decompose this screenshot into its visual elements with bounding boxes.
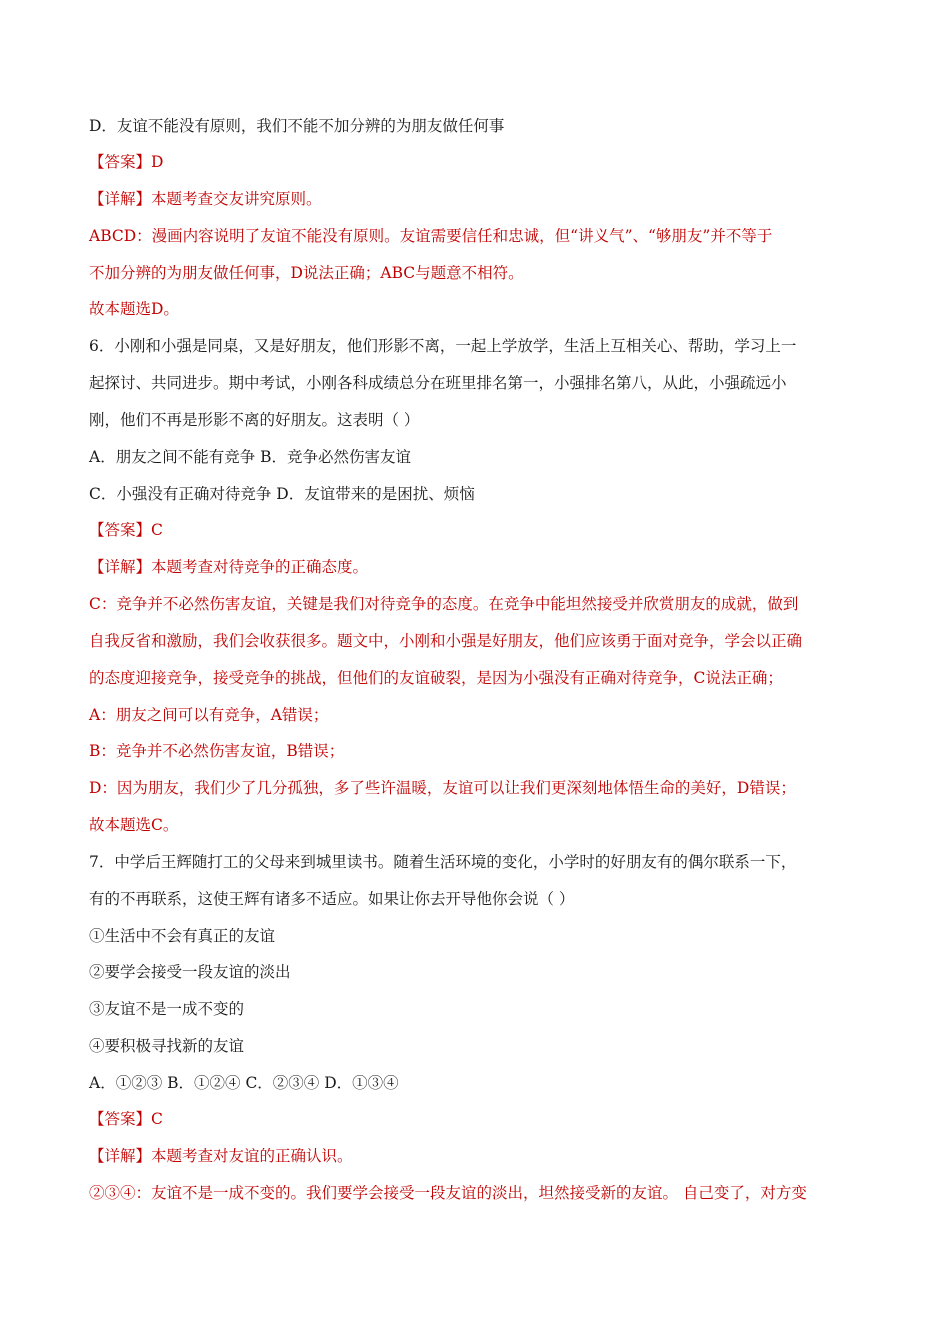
answer-line: 【答案】D bbox=[89, 153, 164, 171]
question-7-statement: ①生活中不会有真正的友谊 bbox=[89, 927, 276, 945]
question-6-stem: 刚，他们不再是形影不离的好朋友。这表明（ ） bbox=[89, 411, 420, 429]
question-7-stem: 有的不再联系，这使王辉有诸多不适应。如果让你去开导他你会说（ ） bbox=[89, 890, 575, 908]
question-7-options: A．①②③ B．①②④ C．②③④ D．①③④ bbox=[89, 1074, 399, 1092]
answer-line: 【答案】C bbox=[89, 521, 163, 539]
option-d-line: D．友谊不能没有原则，我们不能不加分辨的为朋友做任何事 bbox=[89, 117, 505, 135]
explanation-text: C：竞争并不必然伤害友谊，关键是我们对待竞争的态度。在竞争中能坦然接受并欣赏朋友的成就，做到 bbox=[89, 595, 799, 613]
explanation-text: 自我反省和激励，我们会收获很多。题文中，小刚和小强是好朋友，他们应该勇于面对竞争，学会以正确 bbox=[89, 632, 803, 650]
answer-line: 【答案】C bbox=[89, 1110, 163, 1128]
explanation-text: 不加分辨的为朋友做任何事，D说法正确；ABC与题意不相符。 bbox=[89, 264, 524, 282]
question-6-options: C．小强没有正确对待竞争 D．友谊带来的是困扰、烦恼 bbox=[89, 485, 475, 503]
conclusion-line: 故本题选C。 bbox=[89, 816, 179, 834]
question-7-statement: ②要学会接受一段友谊的淡出 bbox=[89, 963, 291, 981]
explanation-text: ABCD：漫画内容说明了友谊不能没有原则。友谊需要信任和忠诚，但“讲义气”、“够朋友”并不等于 bbox=[89, 227, 773, 245]
question-6-stem: 起探讨、共同进步。期中考试，小刚各科成绩总分在班里排名第一，小强排名第八，从此，小强疏远小 bbox=[89, 374, 787, 392]
explanation-title: 【详解】本题考查交友讲究原则。 bbox=[89, 190, 322, 208]
question-6-stem: 6．小刚和小强是同桌，又是好朋友，他们形影不离，一起上学放学，生活上互相关心、帮助，学习上一 bbox=[89, 337, 797, 355]
question-7-statement: ③友谊不是一成不变的 bbox=[89, 1000, 245, 1018]
explanation-title: 【详解】本题考查对待竞争的正确态度。 bbox=[89, 558, 369, 576]
explanation-title: 【详解】本题考查对友谊的正确认识。 bbox=[89, 1147, 353, 1165]
explanation-text: D：因为朋友，我们少了几分孤独，多了些许温暖，友谊可以让我们更深刻地体悟生命的美好，D错误； bbox=[89, 779, 796, 797]
explanation-text: 的态度迎接竞争，接受竞争的挑战，但他们的友谊破裂，是因为小强没有正确对待竞争，C说法正确； bbox=[89, 669, 783, 687]
explanation-text: ②③④：友谊不是一成不变的。我们要学会接受一段友谊的淡出，坦然接受新的友谊。 自己变了，对方变 bbox=[89, 1184, 807, 1202]
explanation-text: A：朋友之间可以有竞争，A错误； bbox=[89, 706, 329, 724]
question-6-options: A．朋友之间不能有竞争 B．竞争必然伤害友谊 bbox=[89, 448, 412, 466]
explanation-text: B：竞争并不必然伤害友谊，B错误； bbox=[89, 742, 345, 760]
question-7-stem: 7．中学后王辉随打工的父母来到城里读书。随着生活环境的变化，小学时的好朋友有的偶尔联系一下， bbox=[89, 853, 797, 871]
question-7-statement: ④要积极寻找新的友谊 bbox=[89, 1037, 245, 1055]
conclusion-line: 故本题选D。 bbox=[89, 300, 179, 318]
